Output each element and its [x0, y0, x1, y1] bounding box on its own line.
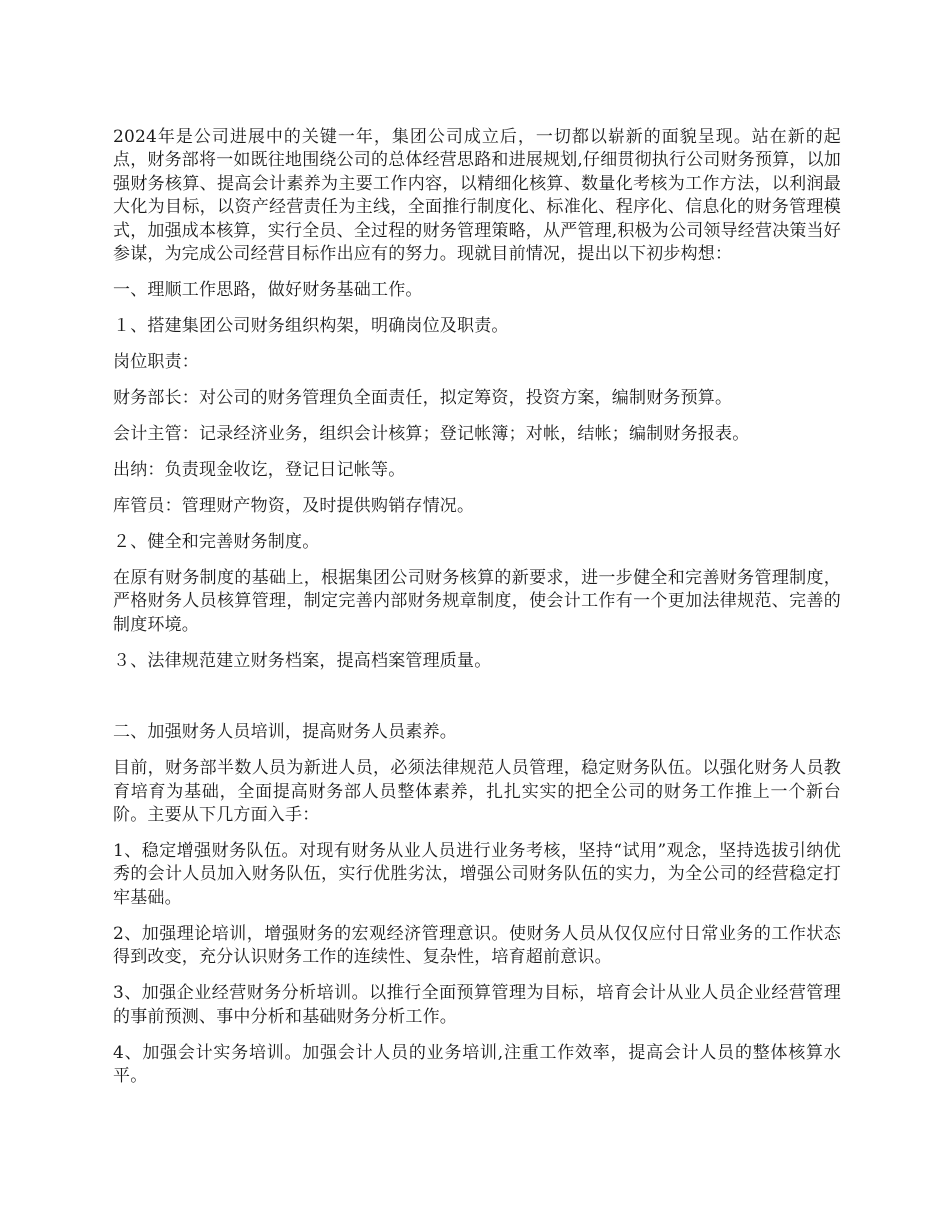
subsection-heading-1: １、搭建集团公司财务组织构架，明确岗位及职责。: [113, 316, 509, 337]
list-item-1: 1、稳定增强财务队伍。对现有财务从业人员进行业务考核，坚持“试用”观念，坚持选拔引纳优秀的会计人员加入财务队伍，实行优胜劣汰，增强公司财务队伍的实力，为全公司的经营稳定打牢基础。: [113, 841, 841, 908]
section-heading-2: 二、加强财务人员培训，提高财务人员素养。: [113, 722, 457, 743]
list-item-4: 4、加强会计实务培训。加强会计人员的业务培训,注重工作效率，提高会计人员的整体核算水平。: [113, 1042, 841, 1087]
paragraph-system: 在原有财务制度的基础上，根据集团公司财务核算的新要求，进一步健全和完善财务管理制度，严格财务人员核算管理，制定完善内部财务规章制度，使会计工作有一个更加法律规范、完善的制度环境。: [113, 568, 841, 635]
list-item-2: 2、加强理论培训，增强财务的宏观经济管理意识。使财务人员从仅仅应付日常业务的工作状态得到改变，充分认识财务工作的连续性、复杂性，培育超前意识。: [113, 923, 841, 968]
duty-warehouse-keeper: 库管员：管理财产物资，及时提供购销存情况。: [113, 496, 475, 517]
subsection-heading-2: ２、健全和完善财务制度。: [113, 532, 320, 553]
document-page: [113, 126, 841, 1101]
duty-finance-director: 财务部长：对公司的财务管理负全面责任，拟定筹资，投资方案，编制财务预算。: [113, 388, 733, 409]
duties-label: 岗位职责：: [113, 352, 199, 373]
list-item-3: 3、加强企业经营财务分析培训。以推行全面预算管理为目标，培育会计从业人员企业经营管理的事前预测、事中分析和基础财务分析工作。: [113, 983, 841, 1027]
duty-accounting-supervisor: 会计主管：记录经济业务，组织会计核算；登记帐簿；对帐，结帐；编制财务报表。: [113, 424, 750, 445]
duty-cashier: 出纳：负责现金收讫，登记日记帐等。: [113, 460, 406, 481]
intro-paragraph: 2024年是公司进展中的关键一年，集团公司成立后，一切都以崭新的面貌呈现。站在新的起点，财务部将一如既往地围绕公司的总体经营思路和进展规划,仔细贯彻执行公司财务预算，以加强财务核算、提高会计素养为主要工作内容，以精细化核算、数量化考核为工作方法，以利润最大化为目标，以资产经营责任为主线，全面推行制度化、标准化、程序化、信息化的财务管理模式，加强成本核算，实行全员、全过程的财务管理策略，从严管理,积极为公司领导经营决策当好参谋，为完成公司经营目标作出应有的努力。现就目前情况，提出以下初步构想：: [113, 127, 842, 265]
section-heading-1: 一、理顺工作思路，做好财务基础工作。: [113, 280, 423, 301]
paragraph-staff: 目前，财务部半数人员为新进人员，必须法律规范人员管理，稳定财务队伍。以强化财务人员教育培育为基础，全面提高财务部人员整体素养，扎扎实实的把全公司的财务工作推上一个新台阶。主要从下几方面入手：: [113, 758, 841, 826]
subsection-heading-3: ３、法律规范建立财务档案，提高档案管理质量。: [113, 650, 492, 671]
